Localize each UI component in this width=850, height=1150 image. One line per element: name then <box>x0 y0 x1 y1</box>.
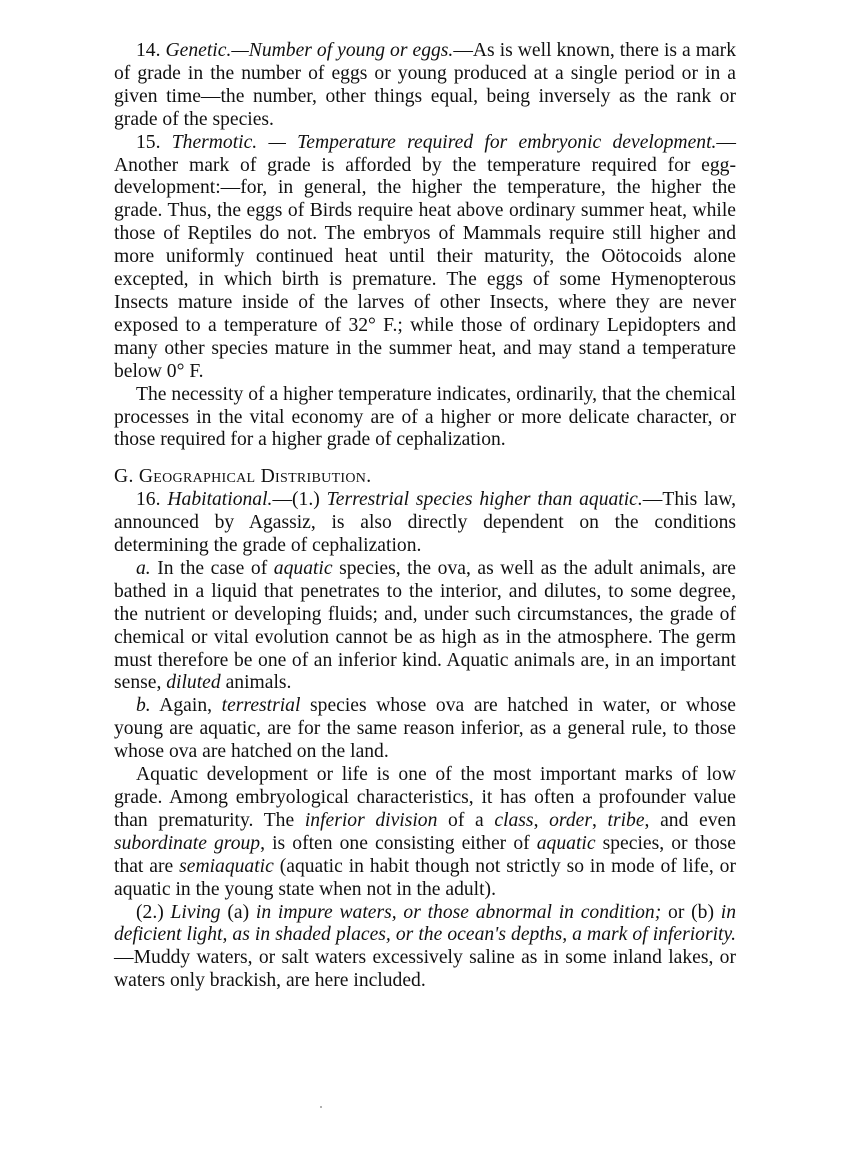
text-run: in deficient light, as in shaded places, or the ocean's depths, a mark of inferiority. <box>114 901 737 946</box>
text-run: Genetic.—Number of young or eggs. <box>165 40 454 61</box>
text-run: (a) <box>220 901 256 923</box>
text-run: semiaquatic <box>179 855 274 877</box>
paragraph-15-thermotic <box>114 132 736 384</box>
text-run: class <box>494 809 534 831</box>
text-run: animals. <box>220 672 292 694</box>
text-run: —As is well known, there is a mark of grade in the number of eggs or young produced at a single period or in a given time—the number, other things equal, being inversely as the rank or grade of the species. <box>114 40 736 130</box>
paragraph-a-aquatic <box>114 558 736 695</box>
text-run: In the case of <box>150 557 274 579</box>
text-run: terrestrial <box>221 695 301 717</box>
text-run: 15. <box>136 131 172 153</box>
text-run: , <box>591 809 608 831</box>
text-run: aquatic <box>273 557 333 579</box>
text-run: G. Geographical Distribution. <box>114 466 372 488</box>
paragraph-aquatic-development <box>114 764 736 901</box>
text-run: (2.) <box>136 901 171 923</box>
text-run: subordinate group <box>114 832 261 854</box>
text-run: —(1.) <box>272 489 327 511</box>
paragraph-2-living <box>114 902 736 994</box>
text-run: 16. <box>136 489 168 511</box>
text-run: of a <box>437 809 495 831</box>
text-run: diluted <box>166 672 221 694</box>
text-run: , and even <box>644 809 737 831</box>
paragraph-b-terrestrial <box>114 695 736 764</box>
text-run: Terrestrial species higher than aquatic. <box>326 489 643 511</box>
text-run: , is often one consisting either of <box>260 832 537 854</box>
document-page <box>114 40 736 993</box>
text-run: , <box>533 809 550 831</box>
text-run: b. <box>136 695 151 717</box>
text-run: species whose ova are hatched in water, or whose young are aquatic, are for the same reason inferior, as a general rule, to those whose ova are hatched on the land. <box>114 695 737 763</box>
text-run: or (b) <box>661 901 721 923</box>
text-run: species, or those that are <box>114 832 737 877</box>
text-run: (aquatic in habit though not strictly so in mode of life, or aquatic in the young state when not in the adult). <box>114 855 736 900</box>
text-run: a. <box>136 557 151 579</box>
text-run: species, the ova, as well as the adult animals, are bathed in a liquid that penetrates to the interior, and dilutes, to some degree, the nutrient or developing fluids; and, under such circumstances, the grade of chemical or vital evolution cannot be as high as in the atmosphere. The germ must therefore be one of an inferior kind. Aquatic animals are, in an important sense, <box>114 557 737 694</box>
text-run: Living <box>170 901 221 923</box>
text-run: inferior division <box>304 809 438 831</box>
text-run: —Muddy waters, or salt waters excessively saline as in some inland lakes, or waters only brackish, are here included. <box>114 947 736 992</box>
text-run: tribe <box>607 809 645 831</box>
text-run: Thermotic. — Temperature required for embryonic development. <box>171 131 717 153</box>
text-run: Habitational. <box>167 489 273 511</box>
text-run: —This law, announced by Agassiz, is also directly dependent on the conditions determining the grade of cephalization. <box>114 489 736 557</box>
text-run: aquatic <box>536 832 596 854</box>
text-run: Again, <box>150 695 222 717</box>
paragraph-14-genetic <box>114 40 736 132</box>
text-run: in impure waters, or those abnormal in condition; <box>255 901 662 923</box>
section-heading-geographical-distribution <box>114 466 736 489</box>
text-run: order <box>549 809 592 831</box>
text-run: —Another mark of grade is afforded by the temperature required for egg-development:—for, in general, the higher the temperature, the higher the grade. Thus, the eggs of Birds require heat above ordinary summer heat, while those of Reptiles do not. The embryos of Mammals require still higher and more uniformly continued heat until their maturity, the Oötocoids alone excepted, in which birth is premature. The eggs of some Hymenopterous Insects mature inside of the larves of other Insects, where they are never exposed to a temperature of 32° F.; while those of ordinary Lepidopters and many other species mature in the summer heat, and may stand a temperature below 0° F. <box>114 131 737 382</box>
paragraph-16-habitational <box>114 489 736 558</box>
text-run: The necessity of a higher temperature indicates, ordinarily, that the chemical processes in the vital economy are of a higher or more delicate character, or those required for a higher grade of cephalization. <box>114 383 736 451</box>
print-speck <box>320 1106 322 1108</box>
paragraph-temperature-necessity <box>114 384 736 453</box>
text-run: Aquatic development or life is one of the most important marks of low grade. Among embryological characteristics, it has often a profounder value than prematurity. The <box>114 764 736 831</box>
text-run: 14. <box>136 40 166 61</box>
